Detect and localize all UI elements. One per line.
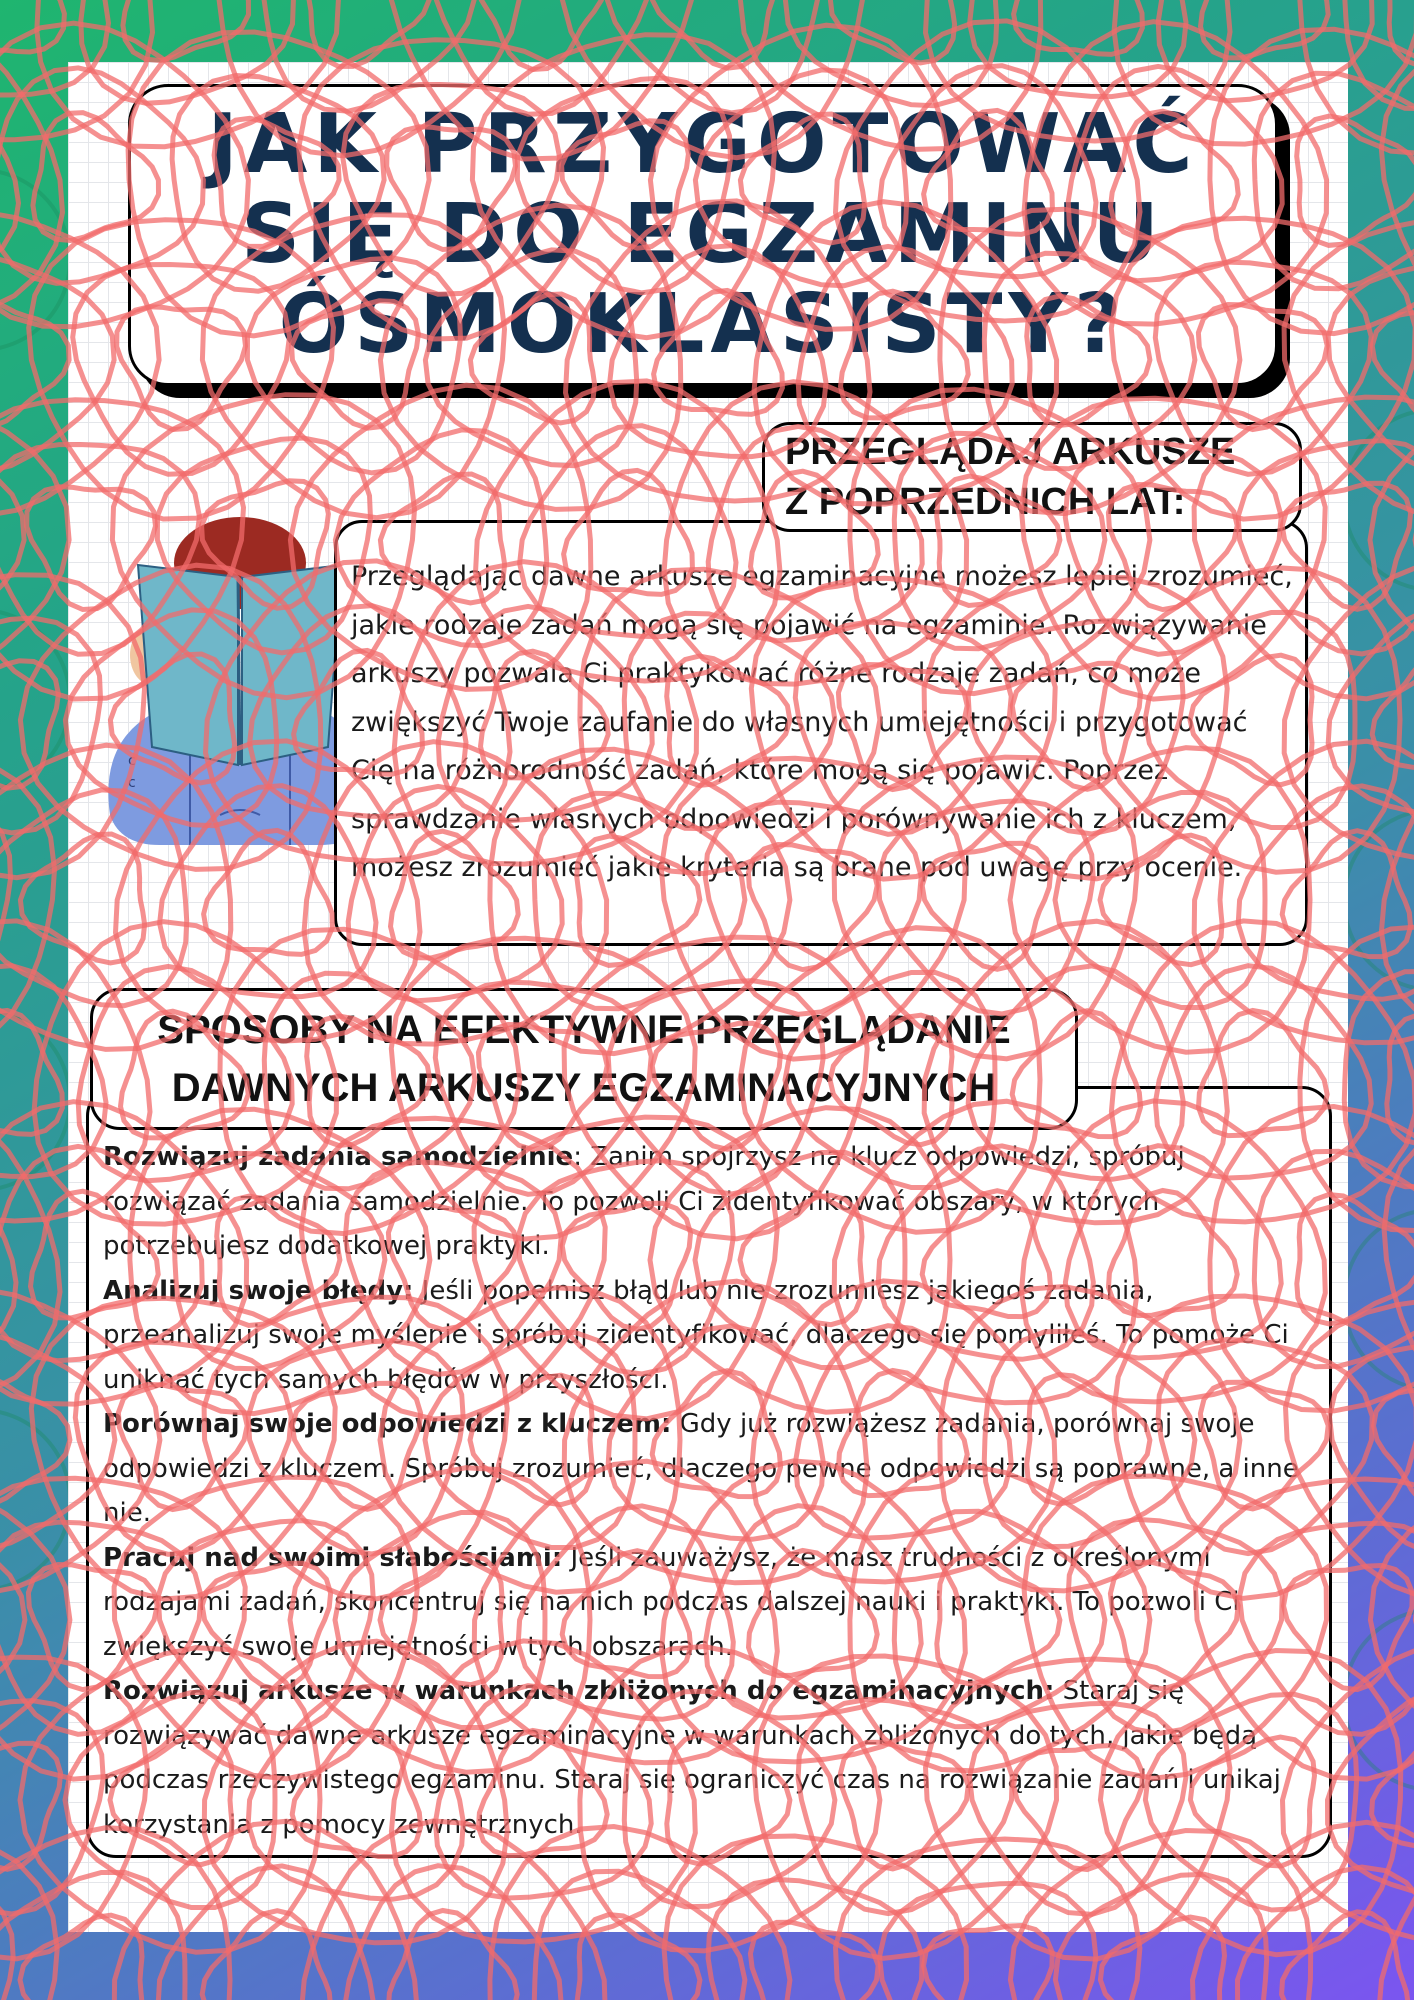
- wave-ring: [1372, 651, 1414, 777]
- wave-ring: [830, 0, 954, 63]
- tips-list: [103, 1135, 1313, 1847]
- wave-ring: [924, 1926, 1053, 2000]
- tip-text: : Zanim spojrzysz na klucz odpowiedzi, spróbuj rozwiązać zadania samodzielnie. To pozwoli Ci zidentyfikować obszary, w których potrzebujesz dodatkowej praktyki.: [103, 1142, 1185, 1261]
- wave-ring: [0, 1513, 25, 1729]
- wave-ring: [1014, 0, 1143, 54]
- tip-label: Rozwiązuj arkusze w warunkach zbliżonych do egzaminacyjnych:: [103, 1676, 1055, 1706]
- tip-text: Jeśli zauważysz, że masz trudności z określonymi rodzajami zadań, skoncentruj się na nich podczas dalszej nauki i praktyki. To pozwoli Ci zwiększyć swoje umiejętności w tych obszarach.: [103, 1542, 1240, 1662]
- wave-ring: [0, 755, 55, 1058]
- page-title: JAK PRZYGOTOWAĆ SIĘ DO EGZAMINU ÓSMOKLASISTY?: [207, 97, 1199, 372]
- wave-ring: [1344, 971, 1414, 1186]
- wave-ring: [1387, 1015, 1414, 1144]
- section2-heading-box: [90, 988, 1078, 1130]
- section1-heading: PRZEGLĄDAJ ARKUSZE Z POPRZEDNICH LAT:: [785, 431, 1236, 523]
- wave-ring: [0, 1743, 61, 1869]
- wave-ring: [0, 1837, 57, 2000]
- svg-text:c: c: [128, 775, 136, 791]
- wave-ring: [1344, 0, 1414, 109]
- wave-ring: [0, 1881, 13, 2000]
- wave-ring: [1201, 0, 1329, 58]
- section1-paragraph: Przeglądając dawne arkusze egzaminacyjne możesz lepiej zrozumieć, jakie rodzaje zadań mogą się pojawić na egzaminie. Rozwiązywanie arkuszy pozwala Ci praktykować różne rodzaje zadań, co może zwiększyć Twoje zaufanie do własnych umiejętności i przygotować Cię na różnorodność zadań, które mogą się pojawić. Poprzez sprawdzanie własnych odpowiedzi i porównywanie ich z kluczem, możesz zrozumieć jakie kryteria są brane pod uwagę przy ocenie.: [351, 561, 1293, 883]
- wave-ring: [0, 1101, 60, 1401]
- tip-label: Analizuj swoje błędy:: [103, 1275, 414, 1306]
- wave-ring: [477, 0, 606, 69]
- section2-text-box: [86, 1086, 1332, 1858]
- wave-ring: [0, 298, 69, 426]
- tip-text: Jeśli popełnisz błąd lub nie zrozumiesz jakiegoś zadania, przeanalizuj swoje myślenie i spróbuj zidentyfikować, dlaczego się pomyliłeś. To pomoże Ci uniknąć tych samych błędów w przyszłości.: [103, 1275, 1289, 1395]
- wave-ring: [1370, 1471, 1414, 1775]
- svg-text:c: c: [128, 753, 136, 769]
- wave-ring: [0, 0, 64, 52]
- wave-ring: [1384, 1116, 1414, 1418]
- wave-ring: [1372, 1732, 1414, 1859]
- title-box: [128, 84, 1278, 386]
- tip-text: Staraj się rozwiązywać dawne arkusze egzaminacyjne w warunkach zbliżonych do tych, jakie będą podczas rzeczywistego egzaminu. Staraj się ograniczyć czas na rozwiązanie zadań i unikaj korzystania z pomocy zewnętrznych.: [103, 1676, 1281, 1840]
- wave-ring: [652, 0, 779, 68]
- tip-label: Rozwiązuj zadania samodzielnie: [103, 1142, 574, 1172]
- wave-ring: [0, 798, 11, 1013]
- wave-ring: [0, 392, 69, 696]
- tip-label: Pracuj nad swoimi słabościami:: [103, 1542, 563, 1573]
- wave-ring: [0, 1376, 70, 1505]
- section1-text-box: [334, 520, 1308, 946]
- wave-ring: [1381, 38, 1414, 339]
- wave-ring: [0, 436, 24, 652]
- tip-text: Gdy już rozwiążesz zadania, porównaj swoje odpowiedzi z kluczem. Spróbuj zrozumieć, dlaczego pewne odpowiedzi są poprawne, a inne nie.: [103, 1409, 1299, 1528]
- wave-ring: [1381, 741, 1414, 1042]
- wave-ring: [1387, 0, 1414, 66]
- tip-label: Porównaj swoje odpowiedzi z kluczem:: [103, 1409, 672, 1439]
- wave-ring: [750, 1922, 878, 2000]
- wave-ring: [1372, 303, 1414, 429]
- wave-ring: [0, 1146, 16, 1357]
- wave-ring: [0, 66, 19, 275]
- wave-ring: [1379, 1821, 1414, 2000]
- wave-ring: [304, 0, 429, 66]
- wave-ring: [1374, 1386, 1414, 1510]
- wave-ring: [1370, 388, 1414, 693]
- wave-ring: [0, 1010, 62, 1134]
- wave-ring: [123, 0, 249, 61]
- wave-ring: [0, 21, 63, 319]
- wave-ring: [0, 1469, 70, 1773]
- section1-heading-box: [762, 422, 1302, 532]
- wave-ring: [0, 661, 58, 788]
- section2-heading: SPOSOBY NA EFEKTYWNE PRZEGLĄDANIE DAWNYCH ARKUSZY EGZAMINACYJNYCH: [157, 1008, 1011, 1110]
